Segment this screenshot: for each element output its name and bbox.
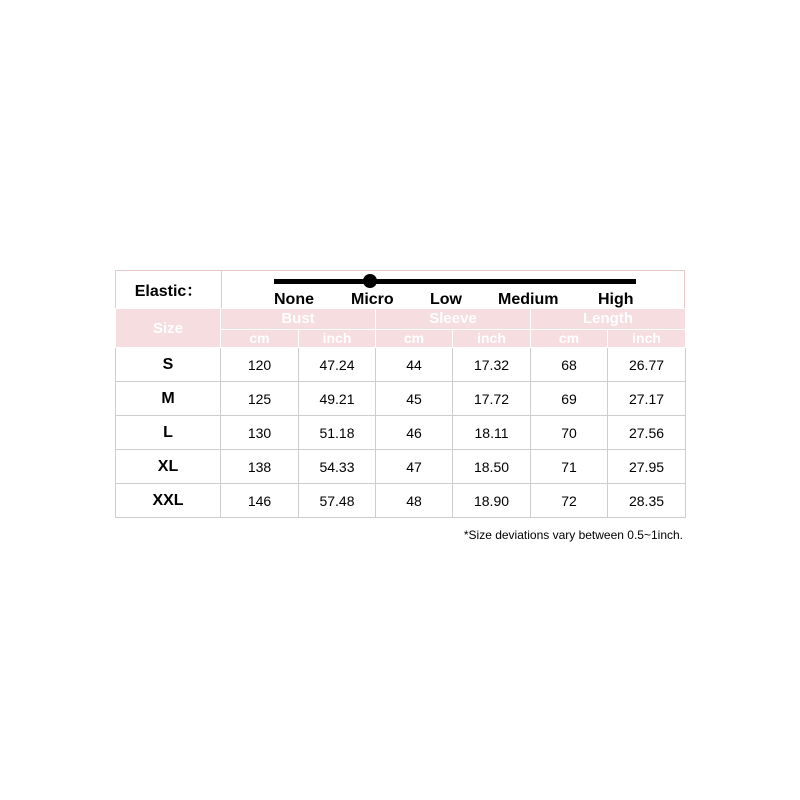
- size-deviation-note: *Size deviations vary between 0.5~1inch.: [463, 528, 683, 542]
- table-cell: 49.21: [299, 382, 376, 416]
- size-label: M: [116, 382, 221, 416]
- table-cell: 18.50: [453, 450, 531, 484]
- table-cell: 72: [531, 484, 608, 518]
- unit-header: cm: [376, 329, 453, 347]
- elastic-level-low: Low: [430, 291, 462, 308]
- table-cell: 17.72: [453, 382, 531, 416]
- table-cell: 125: [221, 382, 299, 416]
- table-cell: 45: [376, 382, 453, 416]
- size-label: XXL: [116, 484, 221, 518]
- table-cell: 27.17: [608, 382, 686, 416]
- elastic-scale: [222, 271, 684, 308]
- table-cell: 28.35: [608, 484, 686, 518]
- unit-header: inch: [453, 329, 531, 347]
- table-row: [116, 450, 686, 484]
- table-cell: 54.33: [299, 450, 376, 484]
- size-table: [115, 308, 686, 518]
- elastic-label: Elastic：: [116, 271, 222, 308]
- table-cell: 146: [221, 484, 299, 518]
- table-cell: 27.95: [608, 450, 686, 484]
- table-header-row: [116, 309, 686, 330]
- size-chart: [115, 270, 685, 518]
- table-cell: 69: [531, 382, 608, 416]
- table-cell: 57.48: [299, 484, 376, 518]
- table-cell: 71: [531, 450, 608, 484]
- table-row: [116, 348, 686, 382]
- table-cell: 130: [221, 416, 299, 450]
- table-cell: 18.90: [453, 484, 531, 518]
- elastic-level-micro: Micro: [351, 291, 394, 308]
- table-cell: 26.77: [608, 348, 686, 382]
- elastic-level-medium: Medium: [498, 291, 559, 308]
- unit-header: inch: [608, 329, 686, 347]
- table-cell: 138: [221, 450, 299, 484]
- table-cell: 46: [376, 416, 453, 450]
- elastic-scale-marker: [363, 274, 377, 288]
- table-row: [116, 416, 686, 450]
- unit-header: cm: [221, 329, 299, 347]
- unit-header: cm: [531, 329, 608, 347]
- table-cell: 44: [376, 348, 453, 382]
- table-cell: 47: [376, 450, 453, 484]
- table-cell: 17.32: [453, 348, 531, 382]
- size-label: S: [116, 348, 221, 382]
- sleeve-header: Sleeve: [376, 309, 531, 330]
- elastic-level-none: None: [274, 291, 314, 308]
- table-row: [116, 382, 686, 416]
- size-column-header: Size: [116, 309, 221, 348]
- table-cell: 48: [376, 484, 453, 518]
- table-cell: 120: [221, 348, 299, 382]
- table-cell: 68: [531, 348, 608, 382]
- table-row: [116, 484, 686, 518]
- elastic-level-high: High: [598, 291, 634, 308]
- elastic-scale-bar: [274, 279, 636, 284]
- table-cell: 70: [531, 416, 608, 450]
- elastic-row: [115, 270, 685, 308]
- size-label: XL: [116, 450, 221, 484]
- table-cell: 47.24: [299, 348, 376, 382]
- size-label: L: [116, 416, 221, 450]
- length-header: Length: [531, 309, 686, 330]
- table-cell: 27.56: [608, 416, 686, 450]
- bust-header: Bust: [221, 309, 376, 330]
- table-cell: 51.18: [299, 416, 376, 450]
- table-cell: 18.11: [453, 416, 531, 450]
- unit-header: inch: [299, 329, 376, 347]
